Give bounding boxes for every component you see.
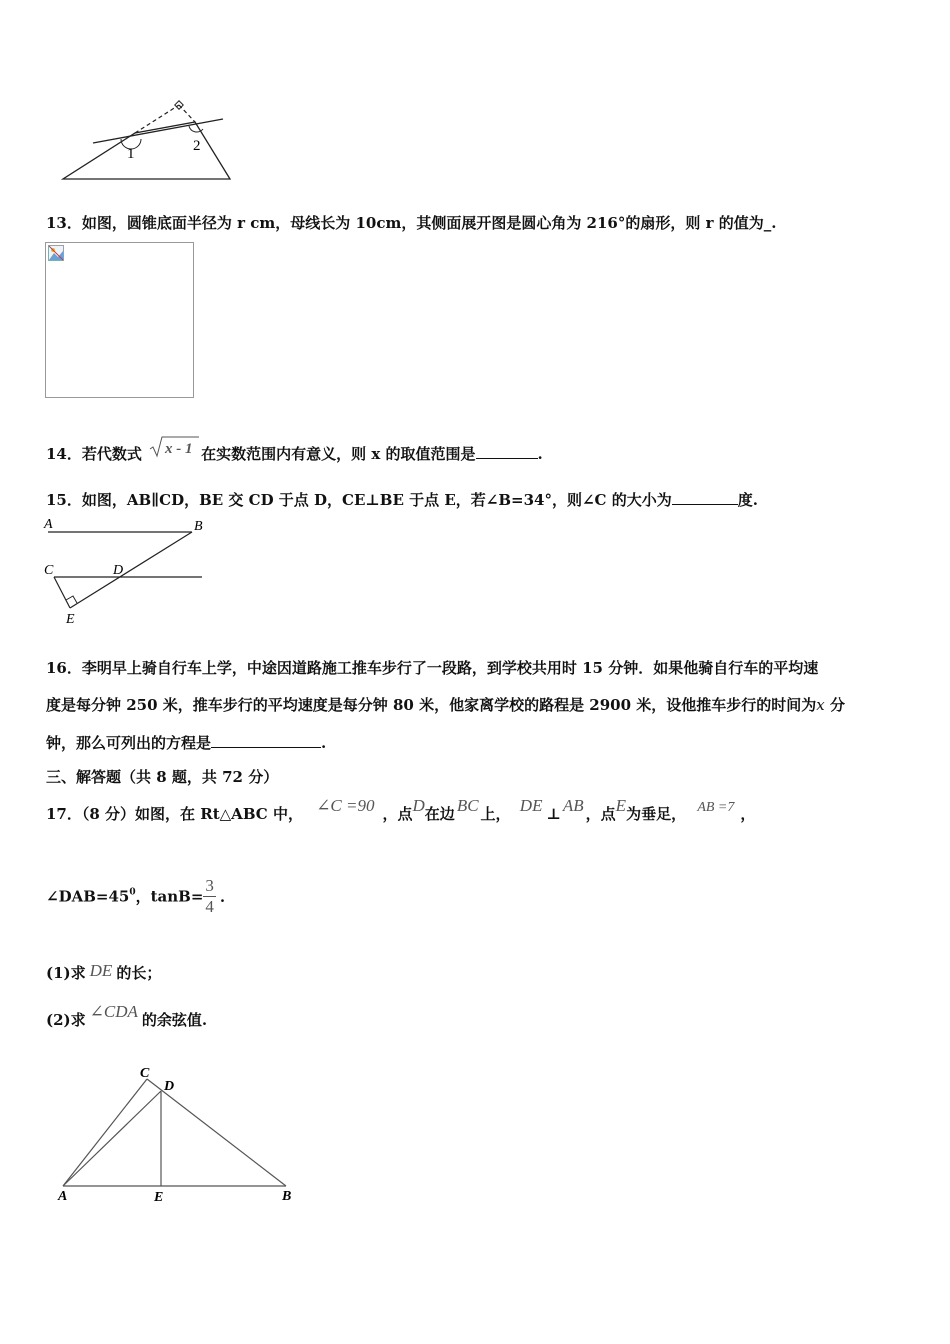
figure-q17	[50, 1062, 300, 1207]
label-C: C	[44, 563, 54, 578]
question-end: .	[321, 734, 327, 752]
label-D: D	[113, 563, 124, 578]
label-E: E	[66, 612, 75, 627]
angle-label-1: 1	[127, 146, 135, 162]
question-16-line-3	[46, 732, 326, 753]
question-suffix: 在实数范围内有意义，则 x 的取值范围是	[201, 445, 476, 463]
question-number: 16．	[46, 659, 82, 677]
math-angle-c: ∠C =90	[316, 796, 375, 815]
question-text: 的余弦值.	[141, 1011, 208, 1029]
math-point-e: E	[615, 796, 627, 815]
question-end: 度.	[737, 491, 758, 509]
degree-superscript: 0	[129, 887, 136, 898]
question-text: ，点	[585, 805, 616, 823]
broken-image-placeholder	[45, 242, 194, 398]
variable-x: x	[816, 696, 825, 714]
question-prefix: 若代数式	[81, 445, 142, 463]
question-text: 度是每分钟 250 米，推车步行的平均速度是每分钟 80 米，他家离学校的路程是 2900 米，设他推车步行的时间为	[46, 696, 817, 714]
fraction-numerator: 3	[205, 876, 214, 895]
question-number: 15．	[46, 491, 82, 509]
perpendicular-symbol: ⊥	[546, 805, 561, 823]
question-end: .	[219, 887, 226, 906]
answer-blank	[476, 446, 538, 459]
sqrt-sign-icon	[149, 436, 199, 458]
question-text: 为垂足，	[626, 805, 687, 823]
math-segment-bc: BC	[456, 796, 479, 815]
label-C: C	[140, 1066, 150, 1081]
question-text: ，点	[382, 805, 413, 823]
math-segment-de: DE	[519, 796, 543, 815]
question-13	[46, 212, 776, 233]
fraction	[203, 876, 216, 917]
question-17-part-1	[46, 962, 161, 983]
question-text: ∠DAB=45	[46, 887, 130, 906]
question-16-line-1	[46, 657, 818, 678]
label-D: D	[164, 1079, 175, 1094]
label-B: B	[194, 519, 203, 534]
question-17-part-2	[46, 1002, 208, 1030]
label-A: A	[44, 517, 53, 532]
question-text: （8 分）如图，在 Rt△ABC 中，	[81, 805, 303, 823]
math-segment-ab: AB	[562, 796, 584, 815]
question-text: ，tanB=	[135, 887, 204, 906]
question-text: 如图，AB∥CD，BE 交 CD 于点 D，CE⊥BE 于点 E，若∠B=34°，则∠C 的大小为	[81, 491, 672, 509]
fraction-denominator: 4	[205, 897, 214, 916]
label-E: E	[154, 1190, 164, 1205]
question-number: 13．	[46, 214, 82, 232]
label-A: A	[58, 1189, 68, 1204]
answer-blank	[211, 735, 321, 748]
math-point-d: D	[412, 796, 425, 815]
question-14	[46, 443, 543, 466]
sqrt-radicand: x - 1	[165, 441, 193, 457]
question-17-line-2	[46, 876, 225, 917]
question-17-line-1	[46, 796, 756, 824]
section-heading: 三、解答题（共 8 题，共 72 分）	[46, 768, 279, 786]
math-ab-length: AB =7	[697, 800, 735, 815]
question-16-line-2	[46, 694, 845, 715]
question-text: 钟，那么可列出的方程是	[46, 734, 212, 752]
figure-q12	[55, 95, 235, 185]
math-segment-de: DE	[89, 961, 113, 980]
angle-label-2: 2	[193, 138, 201, 154]
parallel-lines-figure	[40, 512, 210, 627]
question-number: 14．	[46, 445, 82, 463]
question-end: .	[537, 445, 543, 463]
answer-blank	[672, 492, 738, 505]
question-text: 的长；	[116, 964, 162, 982]
question-text: 分	[824, 696, 845, 714]
math-angle-cda: ∠CDA	[89, 1002, 138, 1021]
sqrt-expression	[149, 436, 199, 458]
broken-image-icon	[48, 245, 64, 261]
figure-q15	[40, 512, 210, 627]
question-text: 上，	[480, 805, 511, 823]
part-label: (2)求	[46, 1011, 86, 1029]
label-B: B	[282, 1189, 292, 1204]
part-label: (1)求	[46, 964, 86, 982]
right-triangle-figure	[50, 1062, 300, 1207]
question-text: ，	[740, 805, 756, 823]
question-text: 李明早上骑自行车上学，中途因道路施工推车步行了一段路，到学校共用时 15 分钟．如果他骑自行车的平均速	[81, 659, 819, 677]
question-text: 在边	[424, 805, 455, 823]
question-text: 如图，圆锥底面半径为 r cm，母线长为 10cm，其侧面展开图是圆心角为 216°的扇形，则 r 的值为_.	[81, 214, 777, 232]
question-number: 17．	[46, 805, 82, 823]
triangle-with-transversal	[55, 95, 235, 185]
question-15	[46, 489, 758, 510]
